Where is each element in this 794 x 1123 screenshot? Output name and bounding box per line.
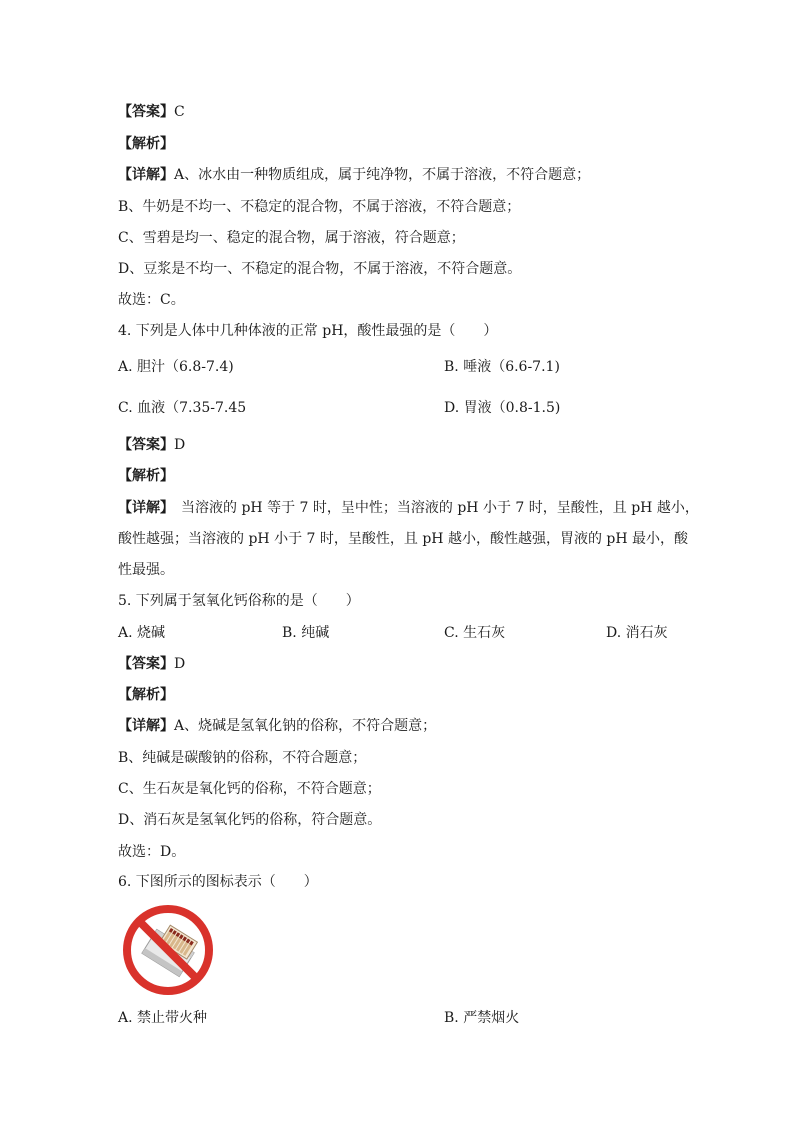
answer-value: D xyxy=(174,656,186,672)
q5-option-c: C. 生石灰 xyxy=(444,625,506,641)
q5-detail-b: B、纯碱是碳酸钠的俗称，不符合题意； xyxy=(118,750,367,766)
detail-tag: 【详解】 xyxy=(118,500,167,516)
q6-option-a: A. 禁止带火种 xyxy=(118,1010,208,1026)
q4-analysis-heading: 【解析】 xyxy=(118,468,174,484)
q4-detail-1 xyxy=(118,498,699,518)
detail-tag: 【详解】 xyxy=(118,718,174,734)
q4-option-d: D. 胃液（0.8-1.5) xyxy=(444,400,561,416)
q4-detail-3: 性最强。 xyxy=(118,562,174,578)
answer-tag: 【答案】 xyxy=(118,437,174,453)
q5-detail-c: C、生石灰是氧化钙的俗称，不符合题意； xyxy=(118,781,381,797)
q5-conclusion: 故选：D。 xyxy=(118,844,186,860)
q4-option-a: A. 胆汁（6.8-7.4) xyxy=(118,359,234,375)
q6-option-b: B. 严禁烟火 xyxy=(444,1010,520,1026)
q5-detail-a xyxy=(118,716,436,736)
q5-stem: 5. 下列属于氢氧化钙俗称的是（ ） xyxy=(118,593,360,609)
q3-detail-b: B、牛奶是不均一、不稳定的混合物，不属于溶液，不符合题意； xyxy=(118,199,521,215)
q3-detail-c: C、雪碧是均一、稳定的混合物，属于溶液，符合题意； xyxy=(118,230,465,246)
detail-text: 当溶液的 pH 等于 7 时，呈中性；当溶液的 pH 小于 7 时，呈酸性，且 pH 越小， xyxy=(167,500,699,516)
q4-option-c: C. 血液（7.35-7.45 xyxy=(118,400,247,416)
q4-detail-2: 酸性越强；当溶液的 pH 小于 7 时，呈酸性，且 pH 越小，酸性越强，胃液的 pH 最小，酸 xyxy=(118,531,689,547)
q3-conclusion: 故选：C。 xyxy=(118,292,185,308)
q5-option-b: B. 纯碱 xyxy=(282,625,330,641)
q6-stem: 6. 下图所示的图标表示（ ） xyxy=(118,874,318,890)
detail-text: A、烧碱是氢氧化钠的俗称，不符合题意； xyxy=(174,718,437,734)
q3-detail-a xyxy=(118,165,590,185)
detail-tag: 【详解】 xyxy=(118,167,174,183)
q3-detail-d: D、豆浆是不均一、不稳定的混合物，不属于溶液，不符合题意。 xyxy=(118,261,522,277)
answer-value: D xyxy=(174,437,186,453)
q4-stem: 4. 下列是人体中几种体液的正常 pH，酸性最强的是（ ） xyxy=(118,323,498,339)
answer-tag: 【答案】 xyxy=(118,656,174,672)
q3-answer-line xyxy=(118,102,185,122)
detail-text: A、冰水由一种物质组成，属于纯净物，不属于溶液，不符合题意； xyxy=(174,167,591,183)
q5-analysis-heading: 【解析】 xyxy=(118,687,174,703)
q4-answer-line xyxy=(118,435,185,455)
q5-detail-d: D、消石灰是氢氧化钙的俗称，符合题意。 xyxy=(118,812,382,828)
no-matches-sign-icon xyxy=(118,903,218,997)
q3-analysis-heading: 【解析】 xyxy=(118,136,174,152)
q5-answer-line xyxy=(118,654,185,674)
answer-tag: 【答案】 xyxy=(118,104,174,120)
q4-option-b: B. 唾液（6.6-7.1) xyxy=(444,359,560,375)
q5-option-d: D. 消石灰 xyxy=(606,625,668,641)
answer-value: C xyxy=(174,104,185,120)
q5-option-a: A. 烧碱 xyxy=(118,625,166,641)
